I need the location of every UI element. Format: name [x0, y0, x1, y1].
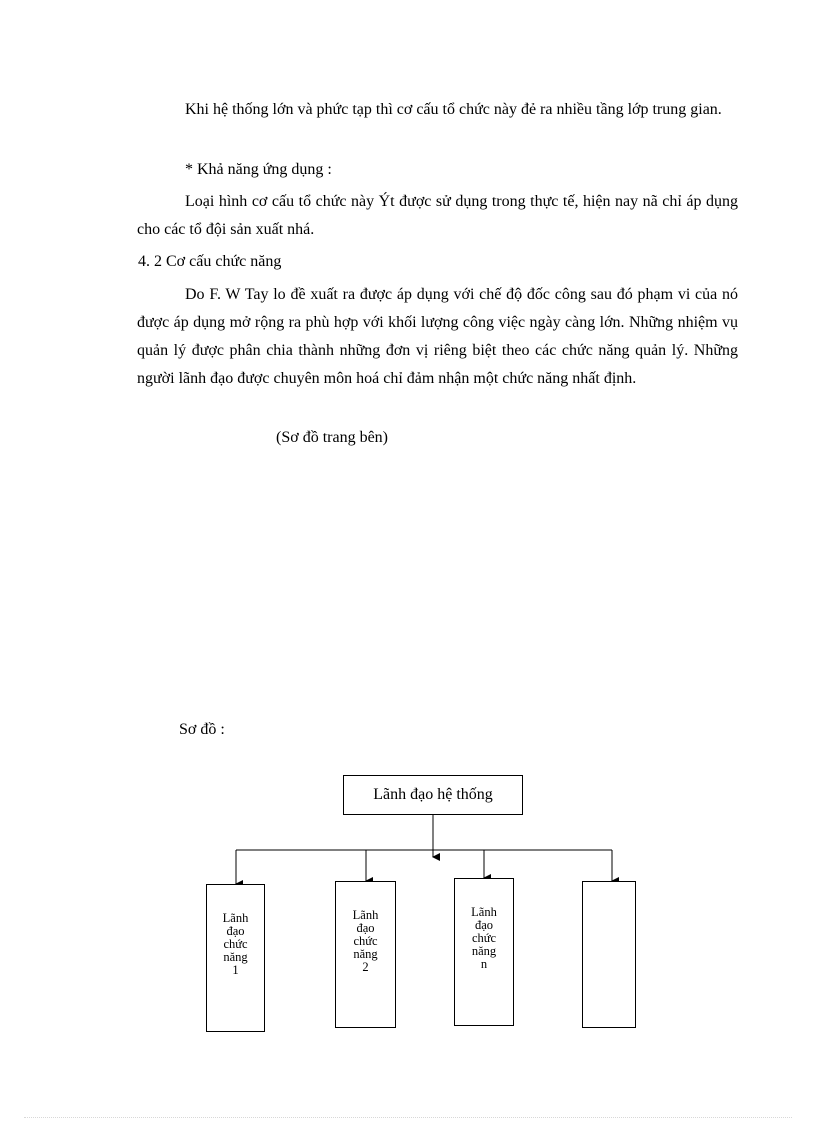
diagram-label: Sơ đồ :	[179, 721, 225, 738]
paragraph-complexity: Khi hệ thống lớn và phức tạp thì cơ cấu tổ chức này đẻ ra nhiều tầng lớp trung gian.	[185, 101, 722, 118]
paragraph-usage: Loại hình cơ cấu tổ chức này Ýt được sử dụng trong thực tế, hiện nay nã chỉ áp dụng cho các tổ đội sản xuất nhá.	[137, 193, 738, 238]
functional-leader-box-2: Lãnh đạo chức năng 2	[335, 881, 396, 1028]
applicability-heading: * Khả năng ứng dụng :	[185, 161, 332, 178]
system-leadership-box: Lãnh đạo hệ thống	[343, 775, 523, 815]
paragraph-functional-structure: Do F. W Tay lo đề xuất ra được áp dụng với chế độ đốc công sau đó phạm vi của nó được áp dụng mở rộng ra phù hợp với khối lượng công việc ngày càng lớn. Những nhiệm vụ quản lý được phân chia thành những đơn vị riêng biệt theo các chức năng quản lý. Những người lãnh đạo được chuyên môn hoá chỉ đảm nhận một chức năng nhất định.	[137, 286, 738, 387]
functional-leader-box-empty	[582, 881, 636, 1028]
functional-leader-box-1: Lãnh đạo chức năng 1	[206, 884, 265, 1032]
functional-leader-box-n: Lãnh đạo chức năng n	[454, 878, 514, 1026]
section-heading-functional-structure: 4. 2 Cơ cấu chức năng	[138, 253, 282, 270]
diagram-note: (Sơ đồ trang bên)	[276, 429, 388, 446]
page-bottom-border	[24, 1117, 792, 1118]
